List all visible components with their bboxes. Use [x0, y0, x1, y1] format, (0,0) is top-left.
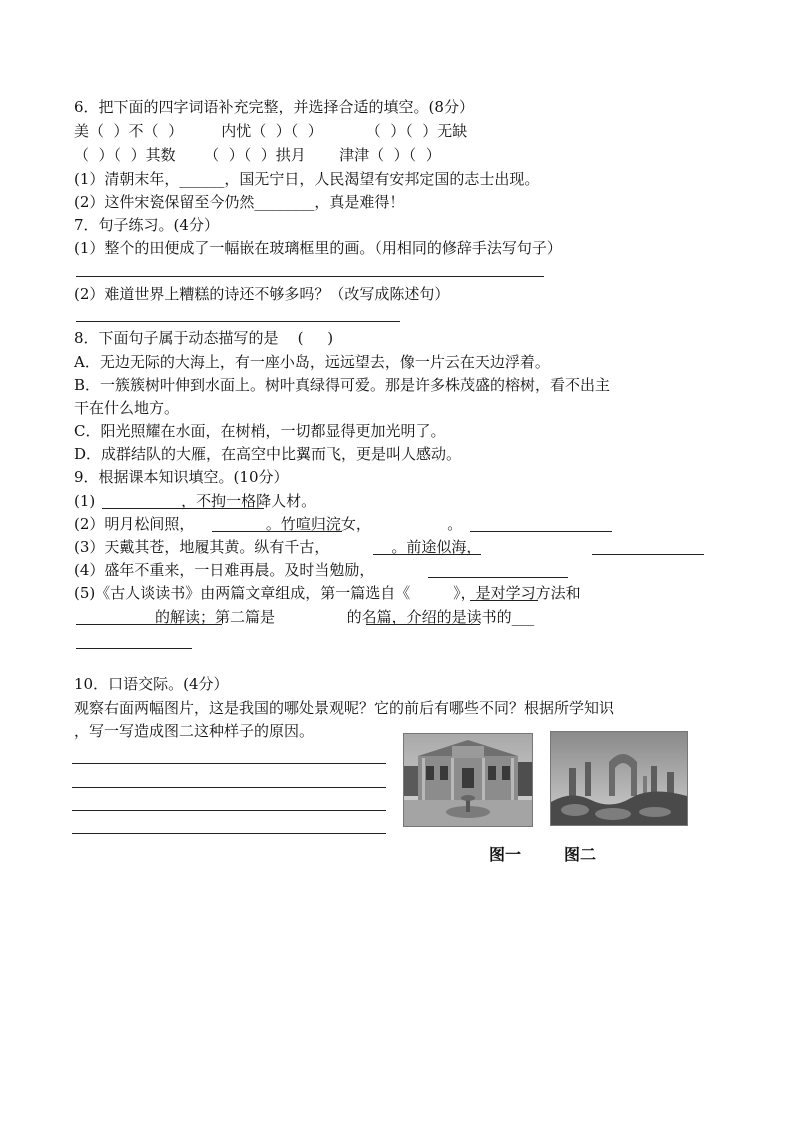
q10-title: 10．口语交际。(4分） [74, 675, 229, 693]
q9-blank-3a[interactable] [373, 554, 481, 555]
q9-line-6: 的解读；第二篇是 的名篇，介绍的是读书的___ [74, 608, 535, 626]
q7-answer-line-1[interactable] [76, 276, 544, 277]
q7-sentence-1: (1）整个的田便成了一幅嵌在玻璃框里的画。（用相同的修辞手法写句子） [74, 239, 562, 257]
q9-line-5: (5)《古人谈读书》由两篇文章组成，第一篇选自《 》，是对学习方法和 [74, 584, 581, 602]
q8-option-a[interactable]: A．无边无际的大海上，有一座小岛，远远望去，像一片云在天边浮着。 [74, 353, 550, 371]
q9-title: 9．根据课本知识填空。(10分） [74, 468, 289, 486]
photo-figure-1 [403, 733, 533, 827]
q9-blank-4[interactable] [428, 577, 568, 578]
q6-row1: 美（ ）不（ ） 内忧（ ）（ ） （ ）（ ）无缺 [74, 122, 468, 140]
q7-answer-line-2[interactable] [76, 321, 400, 322]
q8-option-d[interactable]: D．成群结队的大雁，在高空中比翼而飞，更是叫人感动。 [74, 445, 462, 463]
photo-figure-2 [550, 731, 688, 826]
q9-blank-5[interactable] [470, 600, 538, 601]
q9-blank-2a[interactable] [212, 531, 342, 532]
q8-option-c[interactable]: C．阳光照耀在水面，在树梢，一切都显得更加光明了。 [74, 422, 446, 440]
q9-blank-2b[interactable] [470, 531, 612, 532]
q9-line-2: (2）明月松间照， 。竹喧归浣女， 。 [74, 515, 463, 533]
q9-line-3: (3）天戴其苍，地履其黄。纵有千古， 。前途似海， [74, 538, 549, 556]
photo-caption-2: 图二 [564, 845, 597, 864]
q8-option-b-cont: 干在什么地方。 [74, 399, 180, 417]
q6-title: 6．把下面的四字词语补充完整，并选择合适的填空。(8分） [74, 98, 474, 116]
q9-line-1: (1) ，不拘一格降人材。 [74, 492, 317, 510]
q10-answer-line-3[interactable] [72, 810, 386, 811]
q9-blank-1[interactable] [102, 508, 264, 509]
q8-title: 8．下面句子属于动态描写的是 ( ) [74, 329, 334, 347]
q10-answer-line-2[interactable] [72, 787, 386, 788]
photo-caption-1: 图一 [489, 845, 522, 864]
q6-sentence-2: (2）这件宋瓷保留至今仍然________，真是难得！ [74, 193, 405, 211]
q10-answer-line-1[interactable] [72, 763, 386, 764]
q9-blank-3b[interactable] [592, 554, 704, 555]
q10-prompt-1: 观察右面两幅图片，这是我国的哪处景观呢？它的前后有哪些不同？根据所学知识 [74, 699, 615, 717]
q9-blank-7[interactable] [76, 648, 192, 649]
q6-sentence-1: (1）清朝末年，______，国无宁日，人民渴望有安邦定国的志士出现。 [74, 170, 540, 188]
q7-title: 7．句子练习。(4分） [74, 216, 219, 234]
q9-blank-6b[interactable] [366, 624, 480, 625]
q6-row2: （ ）（ ）其数 （ ）（ ）拱月 津津（ ）（ ） [74, 146, 441, 164]
q10-prompt-2: ，写一写造成图二这种样子的原因。 [74, 722, 315, 740]
q7-sentence-2: (2）难道世界上糟糕的诗还不够多吗？（改写成陈述句） [74, 285, 450, 303]
q10-answer-line-4[interactable] [72, 833, 386, 834]
q9-blank-6a[interactable] [76, 624, 222, 625]
q9-line-4: (4）盛年不重来，一日难再晨。及时当勉励， [74, 561, 375, 579]
q8-option-b[interactable]: B．一簇簇树叶伸到水面上。树叶真绿得可爱。那是许多株茂盛的榕树，看不出主 [74, 376, 611, 394]
